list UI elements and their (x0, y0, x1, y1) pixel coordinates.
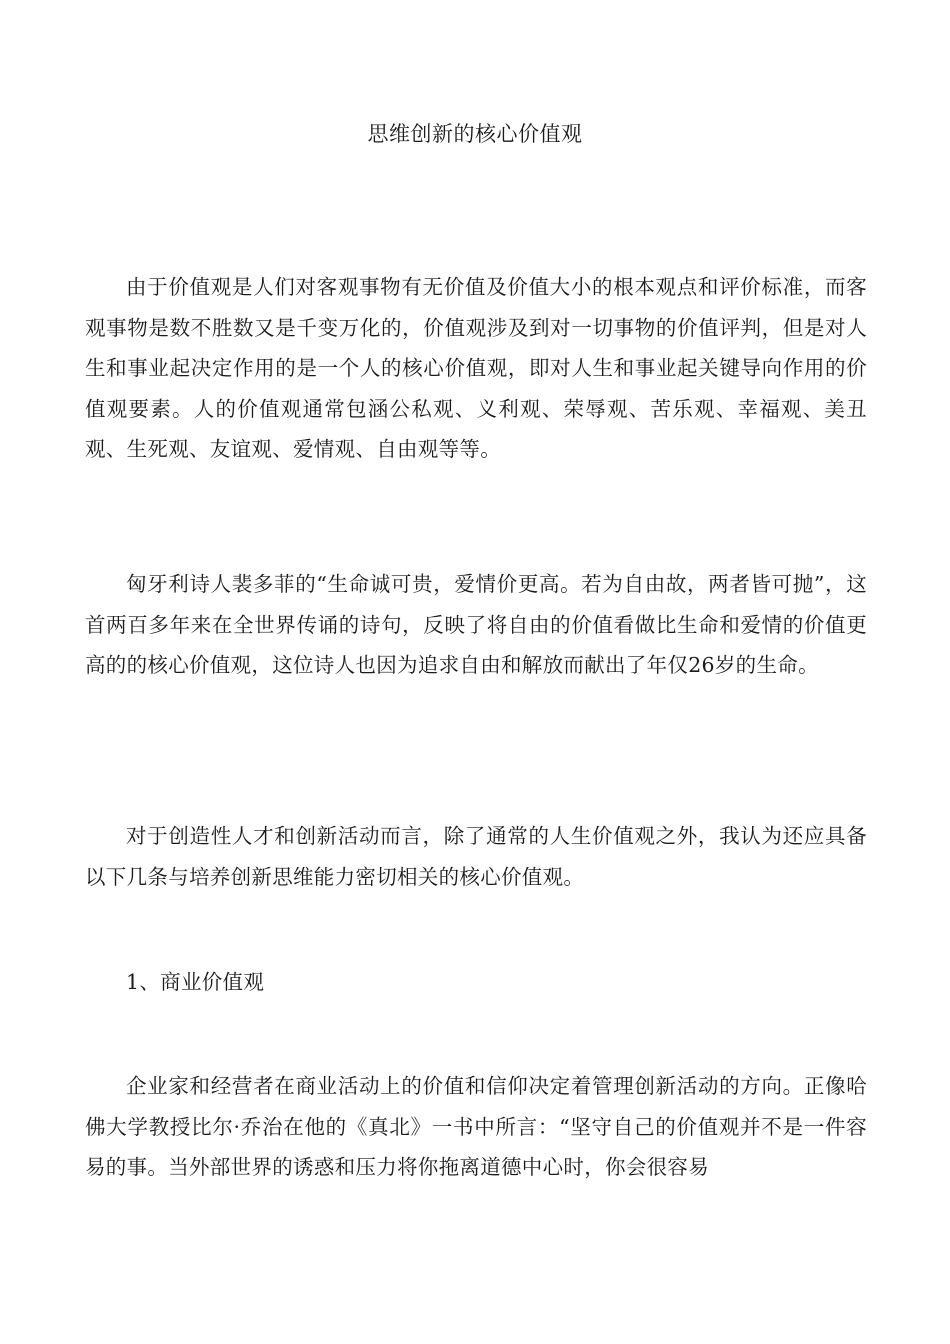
section-heading-business-values: 1、商业价值观 (126, 970, 265, 994)
document-title: 思维创新的核心价值观 (367, 122, 583, 146)
paragraph-creative-values-intro: 对于创造性人才和创新活动而言，除了通常的人生价值观之外，我认为还应具备以下几条与培养创新思维能力密切相关的核心价值观。 (85, 824, 867, 889)
paragraph-petofi-poem: 匈牙利诗人裴多菲的“生命诚可贵，爱情价更高。若为自由故，两者皆可抛”，这首两百多年来在全世界传诵的诗句，反映了将自由的价值看做比生命和爱情的价值更高的的核心价值观，这位诗人也因为追求自由和解放而献出了年仅26岁的生命。 (85, 572, 867, 678)
paragraph-value-definition: 由于价值观是人们对客观事物有无价值及价值大小的根本观点和评价标准，而客观事物是数不胜数又是千变万化的，价值观涉及到对一切事物的价值评判，但是对人生和事业起决定作用的是一个人的核心价值观，即对人生和事业起关键导向作用的价值观要素。人的价值观通常包涵公私观、义利观、荣辱观、苦乐观、幸福观、美丑观、生死观、友谊观、爱情观、自由观等等。 (85, 275, 867, 462)
paragraph-business-values: 企业家和经营者在商业活动上的价值和信仰决定着管理创新活动的方向。正像哈佛大学教授比尔·乔治在他的《真北》一书中所言：“坚守自己的价值观并不是一件容易的事。当外部世界的诱惑和压力将你拖离道德中心时，你会很容易 (85, 1074, 867, 1180)
